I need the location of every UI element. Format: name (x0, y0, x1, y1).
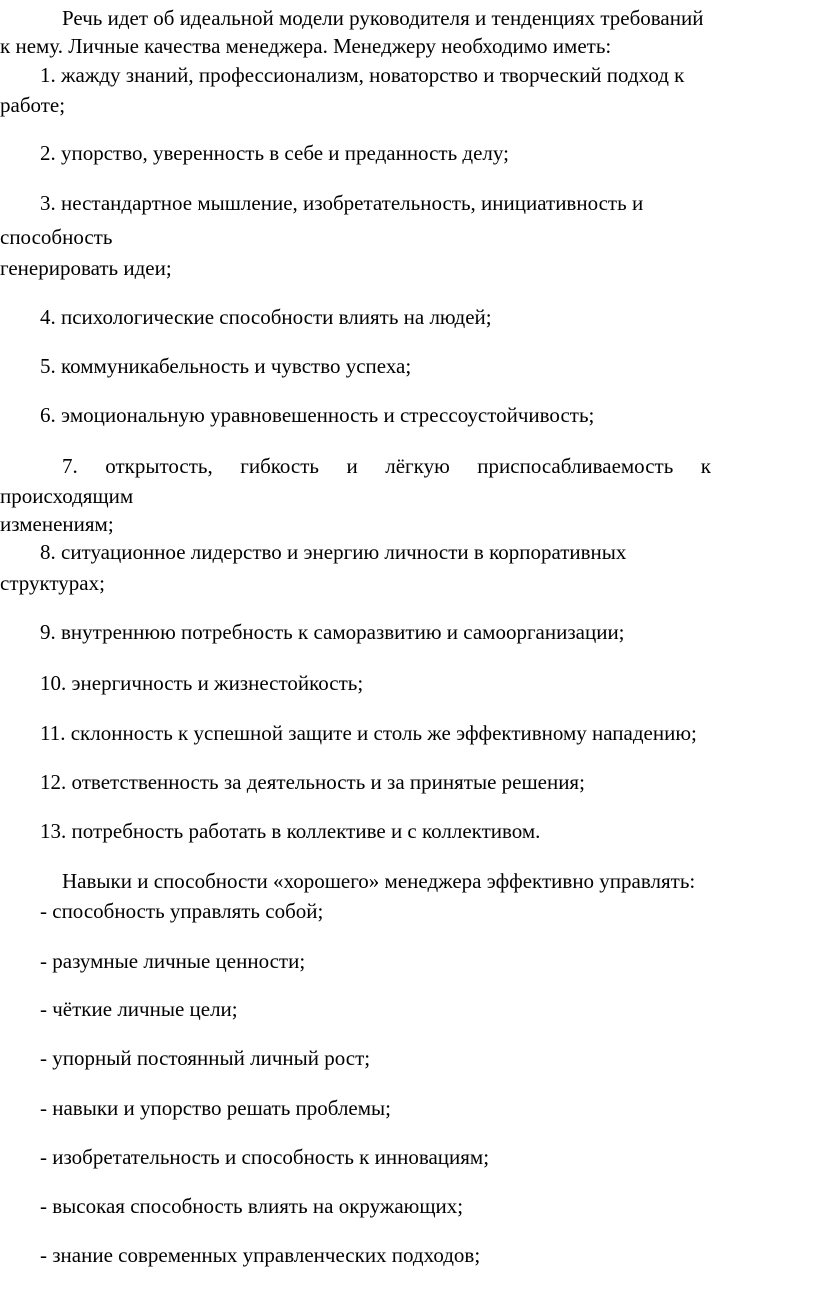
skill-item-2: - разумные личные ценности; (40, 949, 306, 973)
skill-item-5: - навыки и упорство решать проблемы; (40, 1096, 391, 1120)
quality-item-8-line-1: 8. ситуационное лидерство и энергию личности в корпоративных (40, 540, 627, 564)
quality-item-3-line-2: способность (0, 225, 113, 249)
intro-paragraph-line-2: к нему. Личные качества менеджера. Менеджеру необходимо иметь: (0, 34, 612, 58)
skill-item-7: - высокая способность влиять на окружающих; (40, 1194, 464, 1218)
quality-item-7-line-3: изменениям; (0, 512, 114, 536)
skill-item-1: - способность управлять собой; (40, 899, 324, 923)
quality-item-1-line-1: 1. жажду знаний, профессионализм, новаторство и творческий подход к (40, 63, 685, 87)
skills-heading: Навыки и способности «хорошего» менеджера эффективно управлять: (62, 869, 696, 893)
quality-item-1-line-2: работе; (0, 93, 66, 117)
skill-item-3: - чёткие личные цели; (40, 997, 238, 1021)
skill-item-4: - упорный постоянный личный рост; (40, 1046, 371, 1070)
quality-item-2: 2. упорство, уверенность в себе и преданность делу; (40, 141, 509, 165)
quality-item-13: 13. потребность работать в коллективе и с коллективом. (40, 819, 541, 843)
quality-item-12: 12. ответственность за деятельность и за принятые решения; (40, 770, 585, 794)
quality-item-5: 5. коммуникабельность и чувство успеха; (40, 354, 412, 378)
quality-item-7-line-1: 7. открытость, гибкость и лёгкую приспосабливаемость к (62, 454, 711, 478)
quality-item-8-line-2: структурах; (0, 571, 105, 595)
quality-item-7-line-2: происходящим (0, 484, 134, 508)
skill-item-6: - изобретательность и способность к инновациям; (40, 1145, 490, 1169)
intro-paragraph-line-1: Речь идет об идеальной модели руководителя и тенденциях требований (62, 6, 704, 30)
quality-item-9: 9. внутреннюю потребность к саморазвитию и самоорганизации; (40, 620, 625, 644)
quality-item-11: 11. склонность к успешной защите и столь же эффективному нападению; (40, 721, 697, 745)
quality-item-4: 4. психологические способности влиять на людей; (40, 305, 492, 329)
quality-item-6: 6. эмоциональную уравновешенность и стрессоустойчивость; (40, 403, 595, 427)
quality-item-3-line-3: генерировать идеи; (0, 256, 172, 280)
quality-item-10: 10. энергичность и жизнестойкость; (40, 671, 364, 695)
skill-item-8: - знание современных управленческих подходов; (40, 1243, 481, 1267)
quality-item-3-line-1: 3. нестандартное мышление, изобретательность, инициативность и (40, 191, 644, 215)
